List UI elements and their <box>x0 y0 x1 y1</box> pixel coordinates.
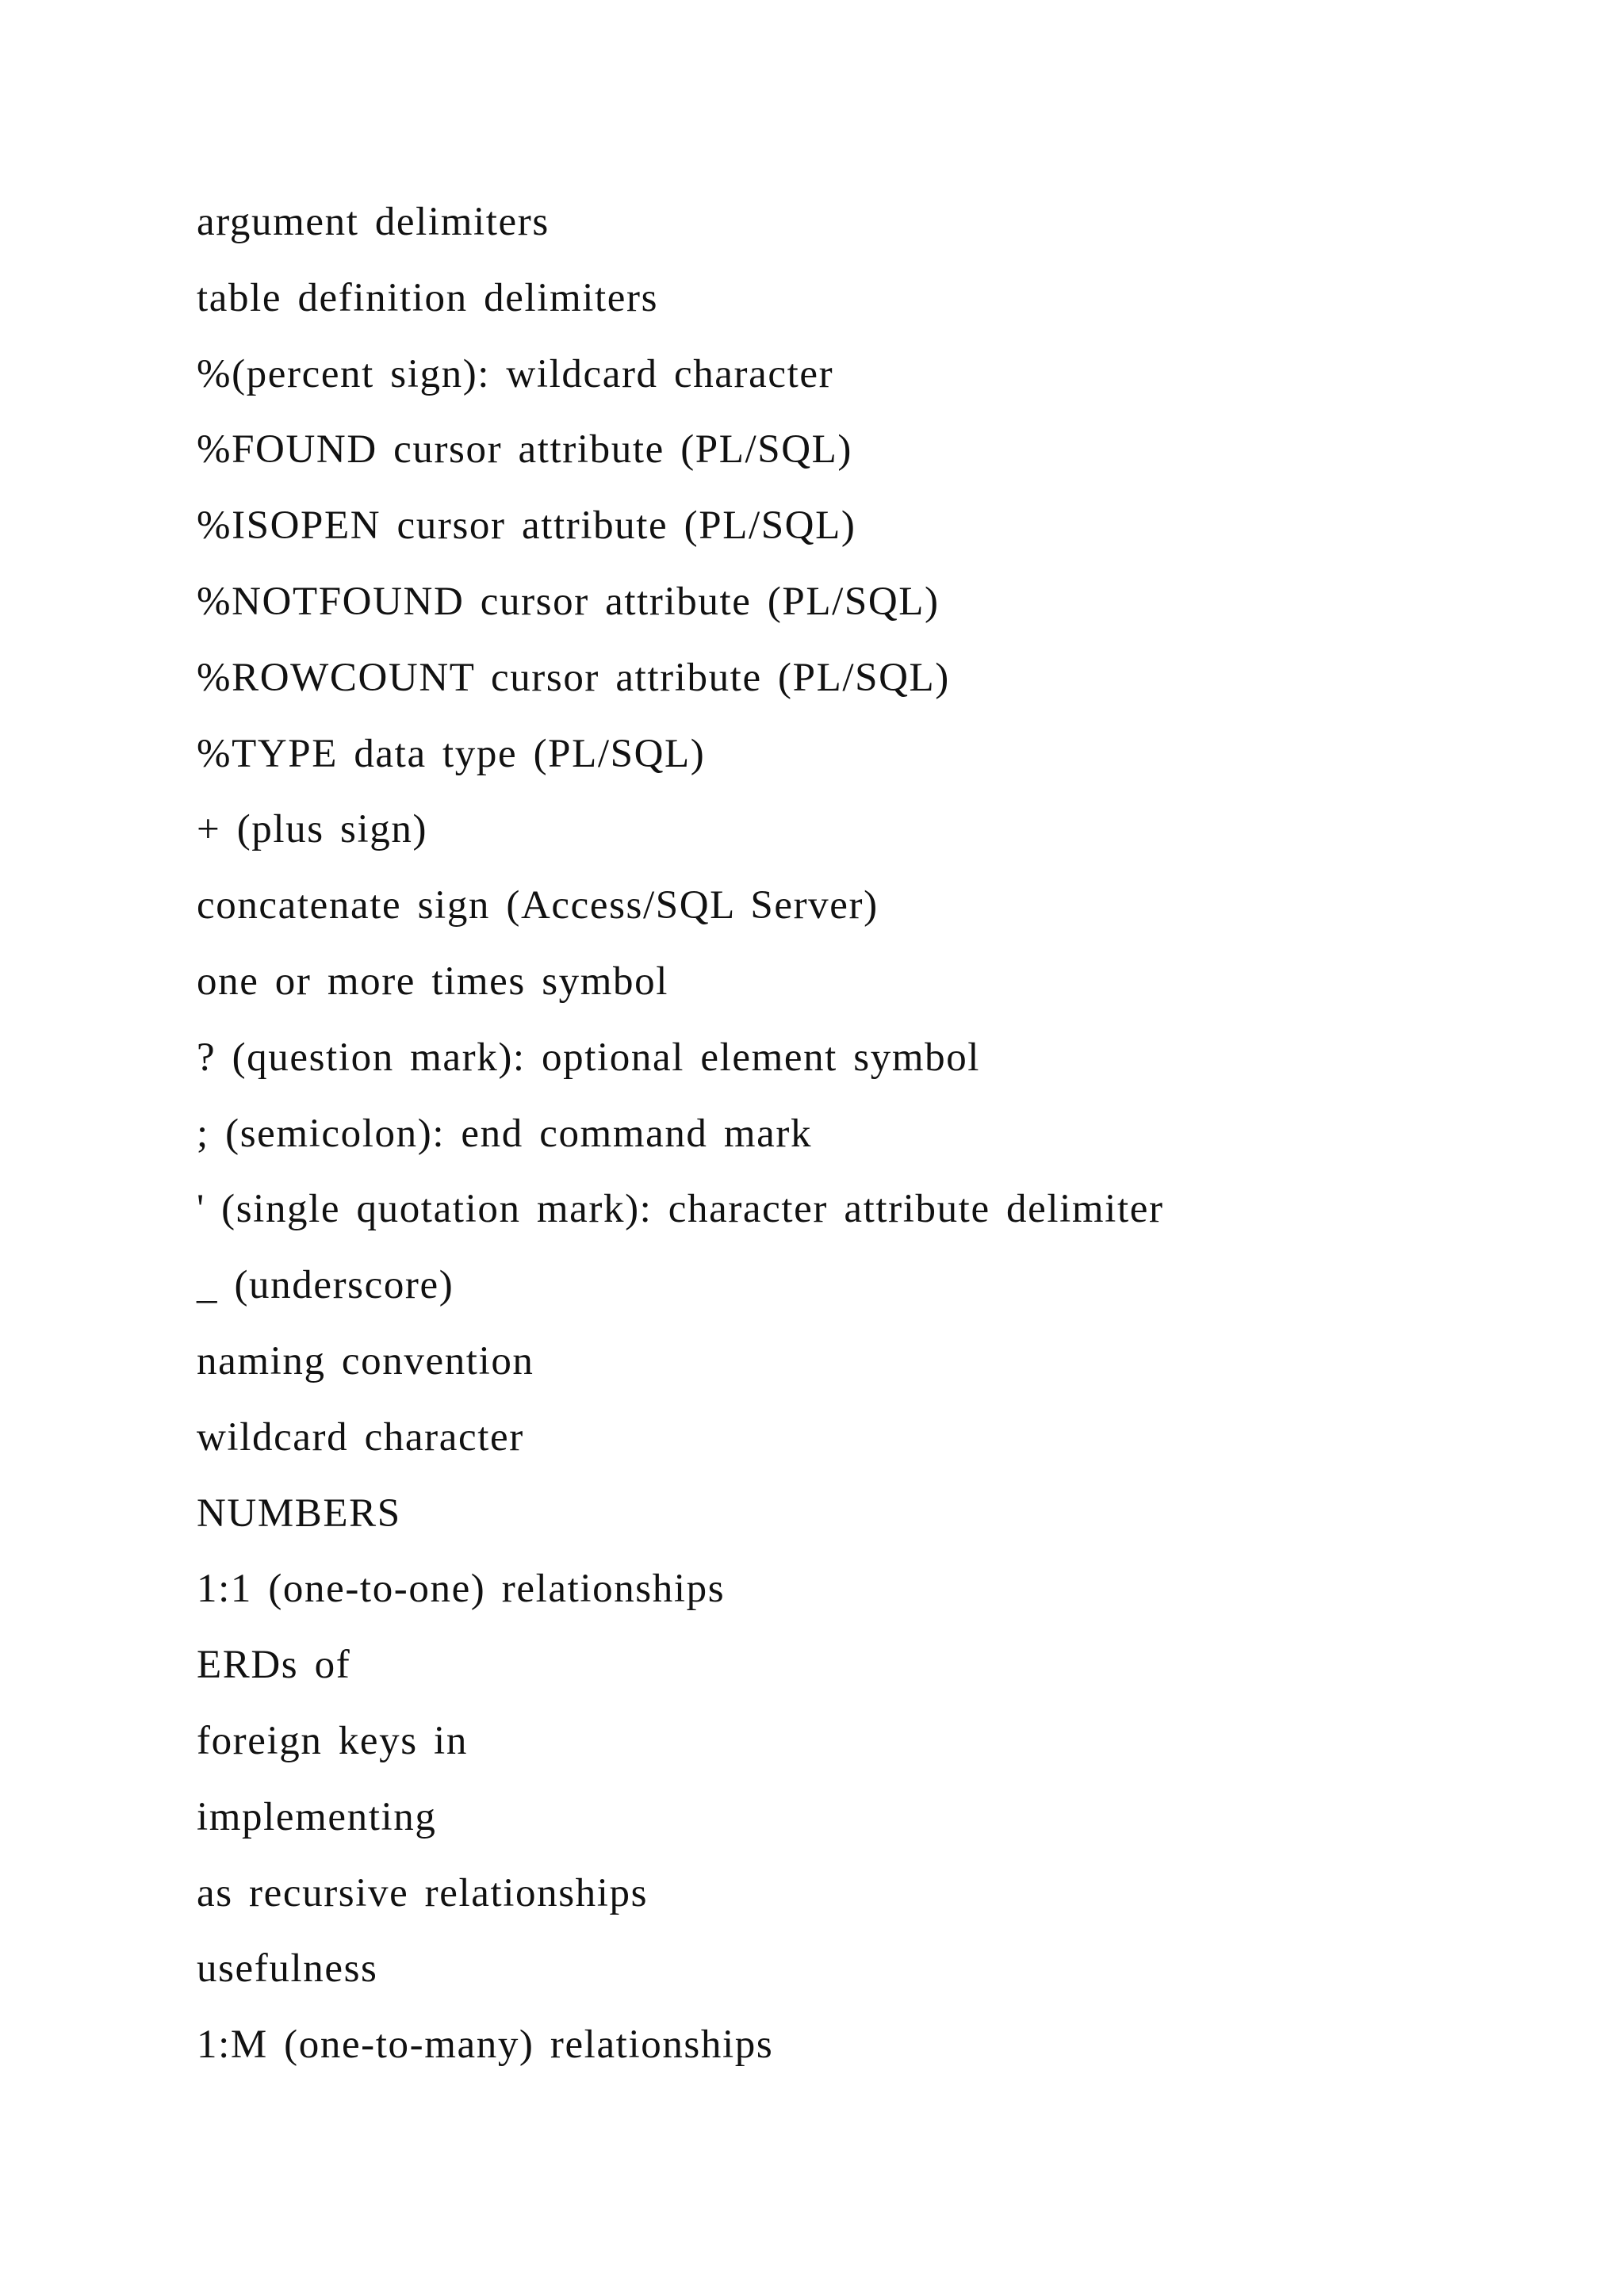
index-entry: ; (semicolon): end command mark <box>197 1111 813 1156</box>
index-entry: wildcard character <box>197 1414 524 1460</box>
index-entry: as recursive relationships <box>197 1870 649 1915</box>
index-entry: argument delimiters <box>197 200 550 244</box>
index-list <box>197 197 1164 2095</box>
index-section-heading: NUMBERS <box>197 1490 401 1536</box>
index-entry: %NOTFOUND cursor attribute (PL/SQL) <box>197 579 940 624</box>
index-entry: ' (single quotation mark): character attribute delimiter <box>197 1187 1164 1232</box>
index-entry: naming convention <box>197 1338 534 1383</box>
index-entry: %TYPE data type (PL/SQL) <box>197 731 706 776</box>
index-entry: %(percent sign): wildcard character <box>197 351 834 396</box>
index-entry: %FOUND cursor attribute (PL/SQL) <box>197 427 853 473</box>
index-entry: implementing <box>197 1794 437 1839</box>
index-entry: _ (underscore) <box>197 1263 454 1308</box>
index-entry: 1:1 (one-to-one) relationships <box>197 1567 726 1612</box>
index-entry: foreign keys in <box>197 1718 468 1763</box>
index-entry: one or more times symbol <box>197 959 668 1004</box>
index-entry: usefulness <box>197 1946 378 1992</box>
index-entry: + (plus sign) <box>197 807 428 852</box>
index-entry: 1:M (one-to-many) relationships <box>197 2022 774 2068</box>
index-entry: table definition delimiters <box>197 275 659 320</box>
index-entry: ERDs of <box>197 1643 351 1688</box>
index-entry: %ROWCOUNT cursor attribute (PL/SQL) <box>197 655 950 700</box>
index-entry: %ISOPEN cursor attribute (PL/SQL) <box>197 503 856 549</box>
index-entry: concatenate sign (Access/SQL Server) <box>197 883 879 928</box>
index-entry: ? (question mark): optional element symbol <box>197 1035 981 1080</box>
